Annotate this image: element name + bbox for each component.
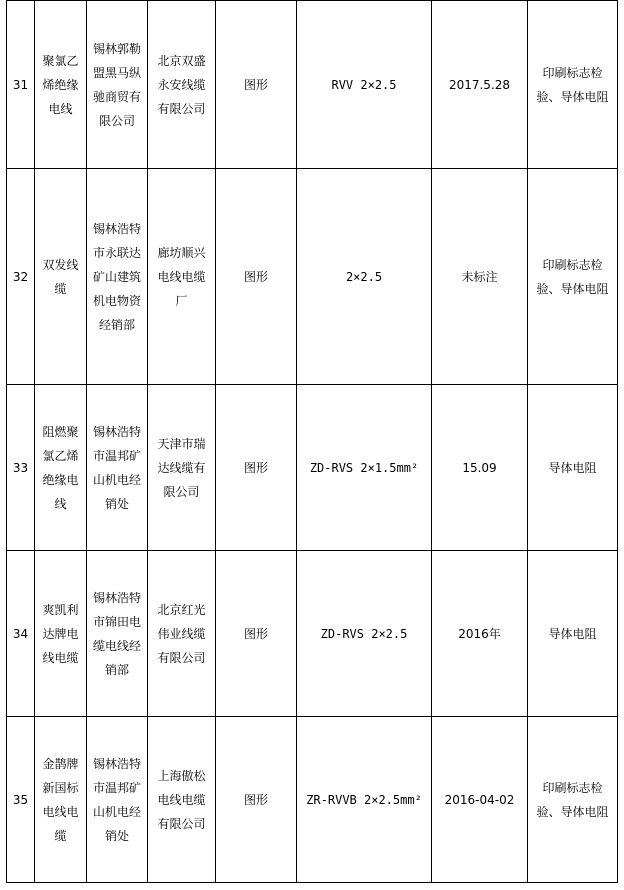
spec-model: ZD-RVS 2×2.5 (297, 551, 432, 717)
product-name: 阻燃聚氯乙烯绝缘电线 (35, 385, 87, 551)
production-date: 2016年 (432, 551, 528, 717)
seller-name: 锡林浩特市锦田电缆电线经销部 (87, 551, 148, 717)
trademark: 图形 (216, 1, 297, 169)
table-row (7, 385, 618, 551)
manufacturer-name: 北京红光伟业线缆有限公司 (148, 551, 216, 717)
trademark: 图形 (216, 551, 297, 717)
product-name: 双发线缆 (35, 169, 87, 385)
manufacturer-name: 北京双盛永安线缆有限公司 (148, 1, 216, 169)
trademark: 图形 (216, 717, 297, 883)
seller-name: 锡林浩特市永联达矿山建筑机电物资经销部 (87, 169, 148, 385)
failed-items: 导体电阻 (528, 551, 618, 717)
manufacturer-name: 天津市瑞达线缆有限公司 (148, 385, 216, 551)
failed-items: 印刷标志检验、导体电阻 (528, 1, 618, 169)
row-number: 33 (7, 385, 35, 551)
production-date: 2017.5.28 (432, 1, 528, 169)
trademark: 图形 (216, 169, 297, 385)
seller-name: 锡林浩特市温邦矿山机电经销处 (87, 385, 148, 551)
product-name: 爽凯利达牌电线电缆 (35, 551, 87, 717)
seller-name: 锡林浩特市温邦矿山机电经销处 (87, 717, 148, 883)
row-number: 34 (7, 551, 35, 717)
table-row (7, 717, 618, 883)
row-number: 31 (7, 1, 35, 169)
production-date: 15.09 (432, 385, 528, 551)
table-row (7, 1, 618, 169)
production-date: 未标注 (432, 169, 528, 385)
failed-items: 印刷标志检验、导体电阻 (528, 169, 618, 385)
spec-model: ZR-RVVB 2×2.5mm² (297, 717, 432, 883)
seller-name: 锡林郭勒盟黑马纵驰商贸有限公司 (87, 1, 148, 169)
sampling-results-table (6, 0, 618, 883)
spec-model: RVV 2×2.5 (297, 1, 432, 169)
spec-model: 2×2.5 (297, 169, 432, 385)
table-row (7, 169, 618, 385)
row-number: 32 (7, 169, 35, 385)
manufacturer-name: 上海傲松电线电缆有限公司 (148, 717, 216, 883)
product-name: 金鹊牌新国标电线电缆 (35, 717, 87, 883)
table-row (7, 551, 618, 717)
row-number: 35 (7, 717, 35, 883)
failed-items: 印刷标志检验、导体电阻 (528, 717, 618, 883)
manufacturer-name: 廊坊顺兴电线电缆厂 (148, 169, 216, 385)
spec-model: ZD-RVS 2×1.5mm² (297, 385, 432, 551)
failed-items: 导体电阻 (528, 385, 618, 551)
production-date: 2016-04-02 (432, 717, 528, 883)
trademark: 图形 (216, 385, 297, 551)
product-name: 聚氯乙烯绝缘电线 (35, 1, 87, 169)
